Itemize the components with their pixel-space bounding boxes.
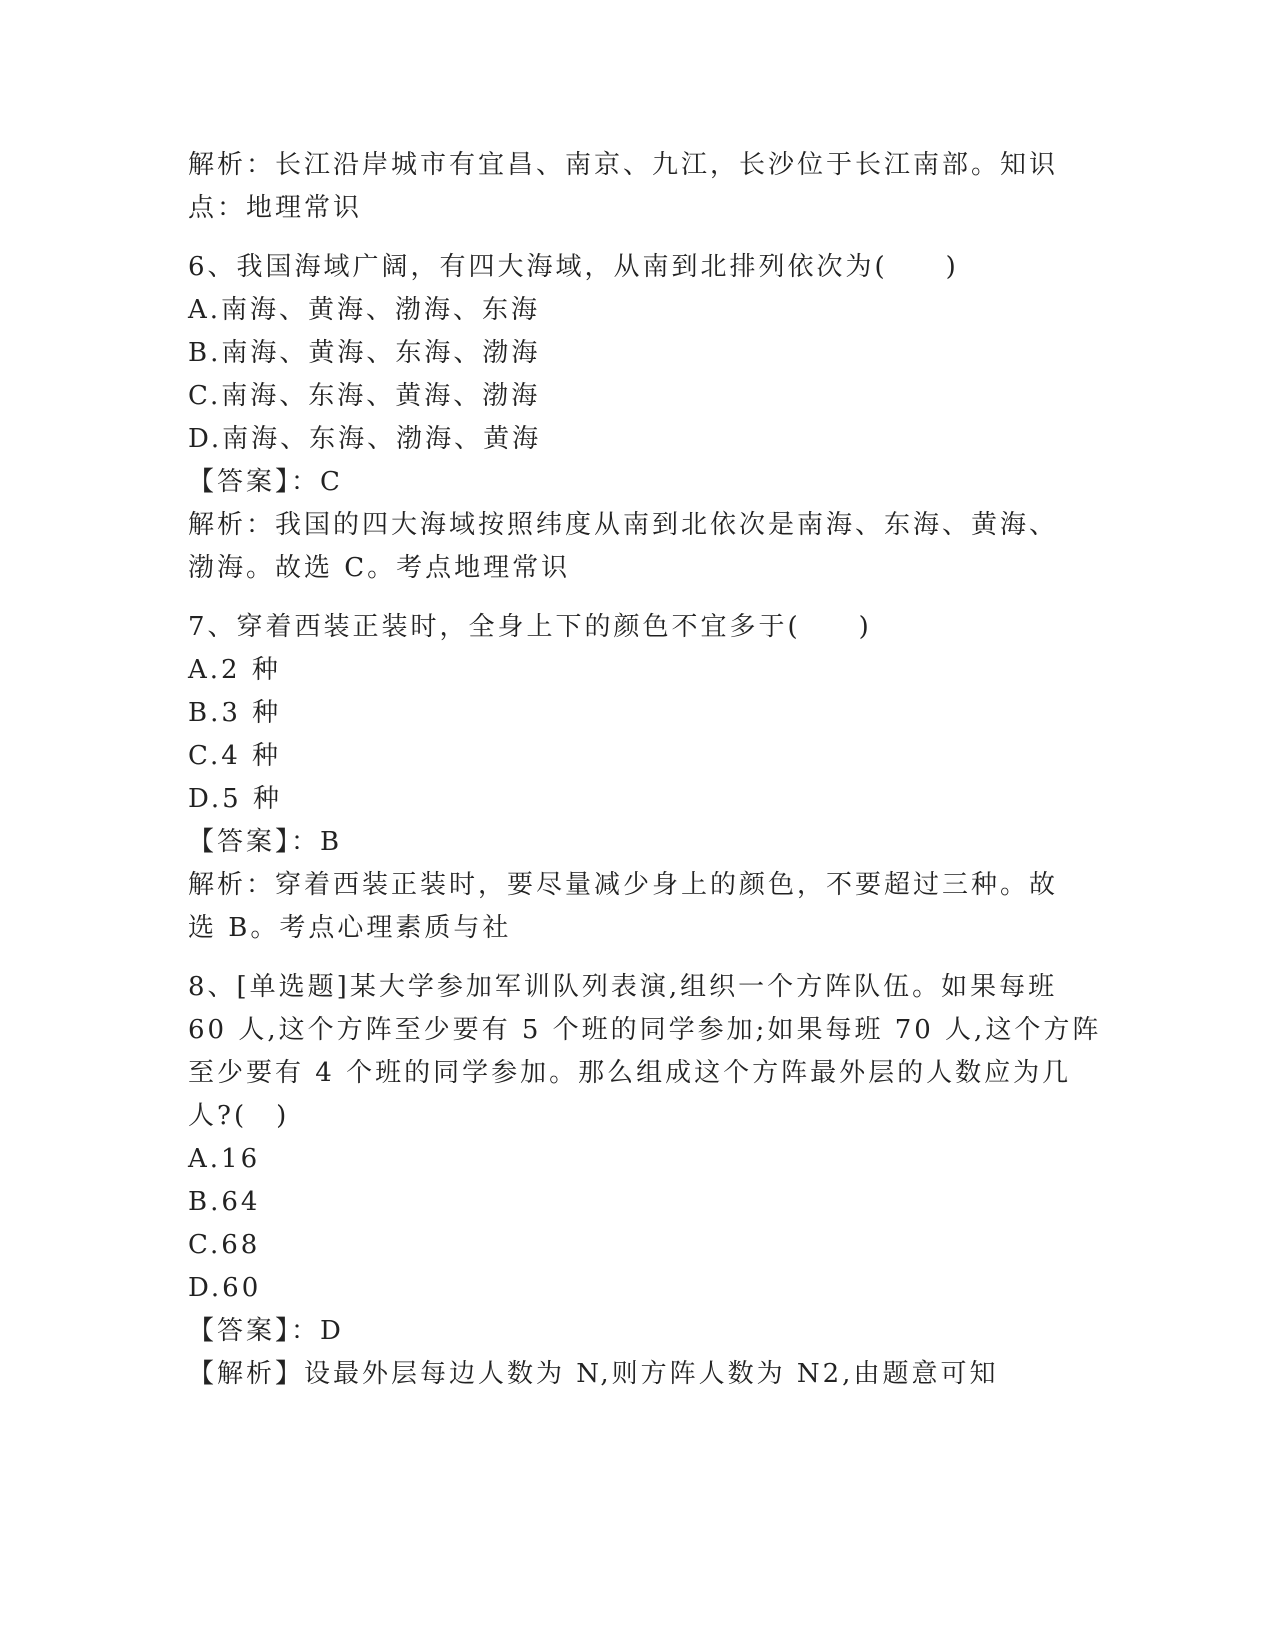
- question-text: 60 人,这个方阵至少要有 5 个班的同学参加;如果每班 70 人,这个方阵: [188, 1015, 1102, 1045]
- question-text: 人?( ): [188, 1101, 290, 1131]
- option-a: A.南海、黄海、渤海、东海: [188, 295, 541, 325]
- option-b: B.3 种: [188, 698, 282, 728]
- option-b: B.64: [188, 1187, 261, 1217]
- option-c: C.4 种: [188, 741, 282, 771]
- question-text: 至少要有 4 个班的同学参加。那么组成这个方阵最外层的人数应为几: [188, 1058, 1072, 1088]
- spacer: [188, 590, 1068, 606]
- question-text: 7、穿着西装正装时，全身上下的颜色不宜多于( ): [188, 612, 872, 642]
- question-6: [188, 246, 1068, 590]
- option-d: D.60: [188, 1273, 262, 1303]
- option-c: C.68: [188, 1230, 261, 1260]
- analysis-line: 解析：穿着西装正装时，要尽量减少身上的颜色，不要超过三种。故: [188, 870, 1059, 900]
- option-d: D.南海、东海、渤海、黄海: [188, 424, 542, 454]
- analysis-line: 解析：我国的四大海域按照纬度从南到北依次是南海、东海、黄海、: [188, 510, 1059, 540]
- spacer: [188, 230, 1068, 246]
- answer: 【答案】：C: [188, 467, 343, 497]
- answer: 【答案】：D: [188, 1316, 344, 1346]
- analysis-line: 渤海。故选 C。考点地理常识: [188, 553, 571, 583]
- option-a: A.16: [188, 1144, 261, 1174]
- question-text: 8、[单选题]某大学参加军训队列表演,组织一个方阵队伍。如果每班: [188, 972, 1058, 1002]
- question-7: [188, 606, 1068, 950]
- question-text: 6、我国海域广阔，有四大海域，从南到北排列依次为( ): [188, 252, 959, 282]
- option-b: B.南海、黄海、东海、渤海: [188, 338, 541, 368]
- option-d: D.5 种: [188, 784, 282, 814]
- analysis-line: 点：地理常识: [188, 193, 363, 223]
- option-a: A.2 种: [188, 655, 281, 685]
- prev-analysis: [188, 144, 1068, 230]
- page-content: [188, 144, 1102, 1396]
- analysis-line: 【解析】设最外层每边人数为 N,则方阵人数为 N2,由题意可知: [188, 1359, 999, 1389]
- spacer: [188, 950, 1068, 966]
- analysis-line: 解析：长江沿岸城市有宜昌、南京、九江，长沙位于长江南部。知识: [188, 150, 1059, 180]
- answer: 【答案】：B: [188, 827, 343, 857]
- question-8: [188, 966, 1102, 1396]
- option-c: C.南海、东海、黄海、渤海: [188, 381, 541, 411]
- analysis-line: 选 B。考点心理素质与社: [188, 913, 512, 943]
